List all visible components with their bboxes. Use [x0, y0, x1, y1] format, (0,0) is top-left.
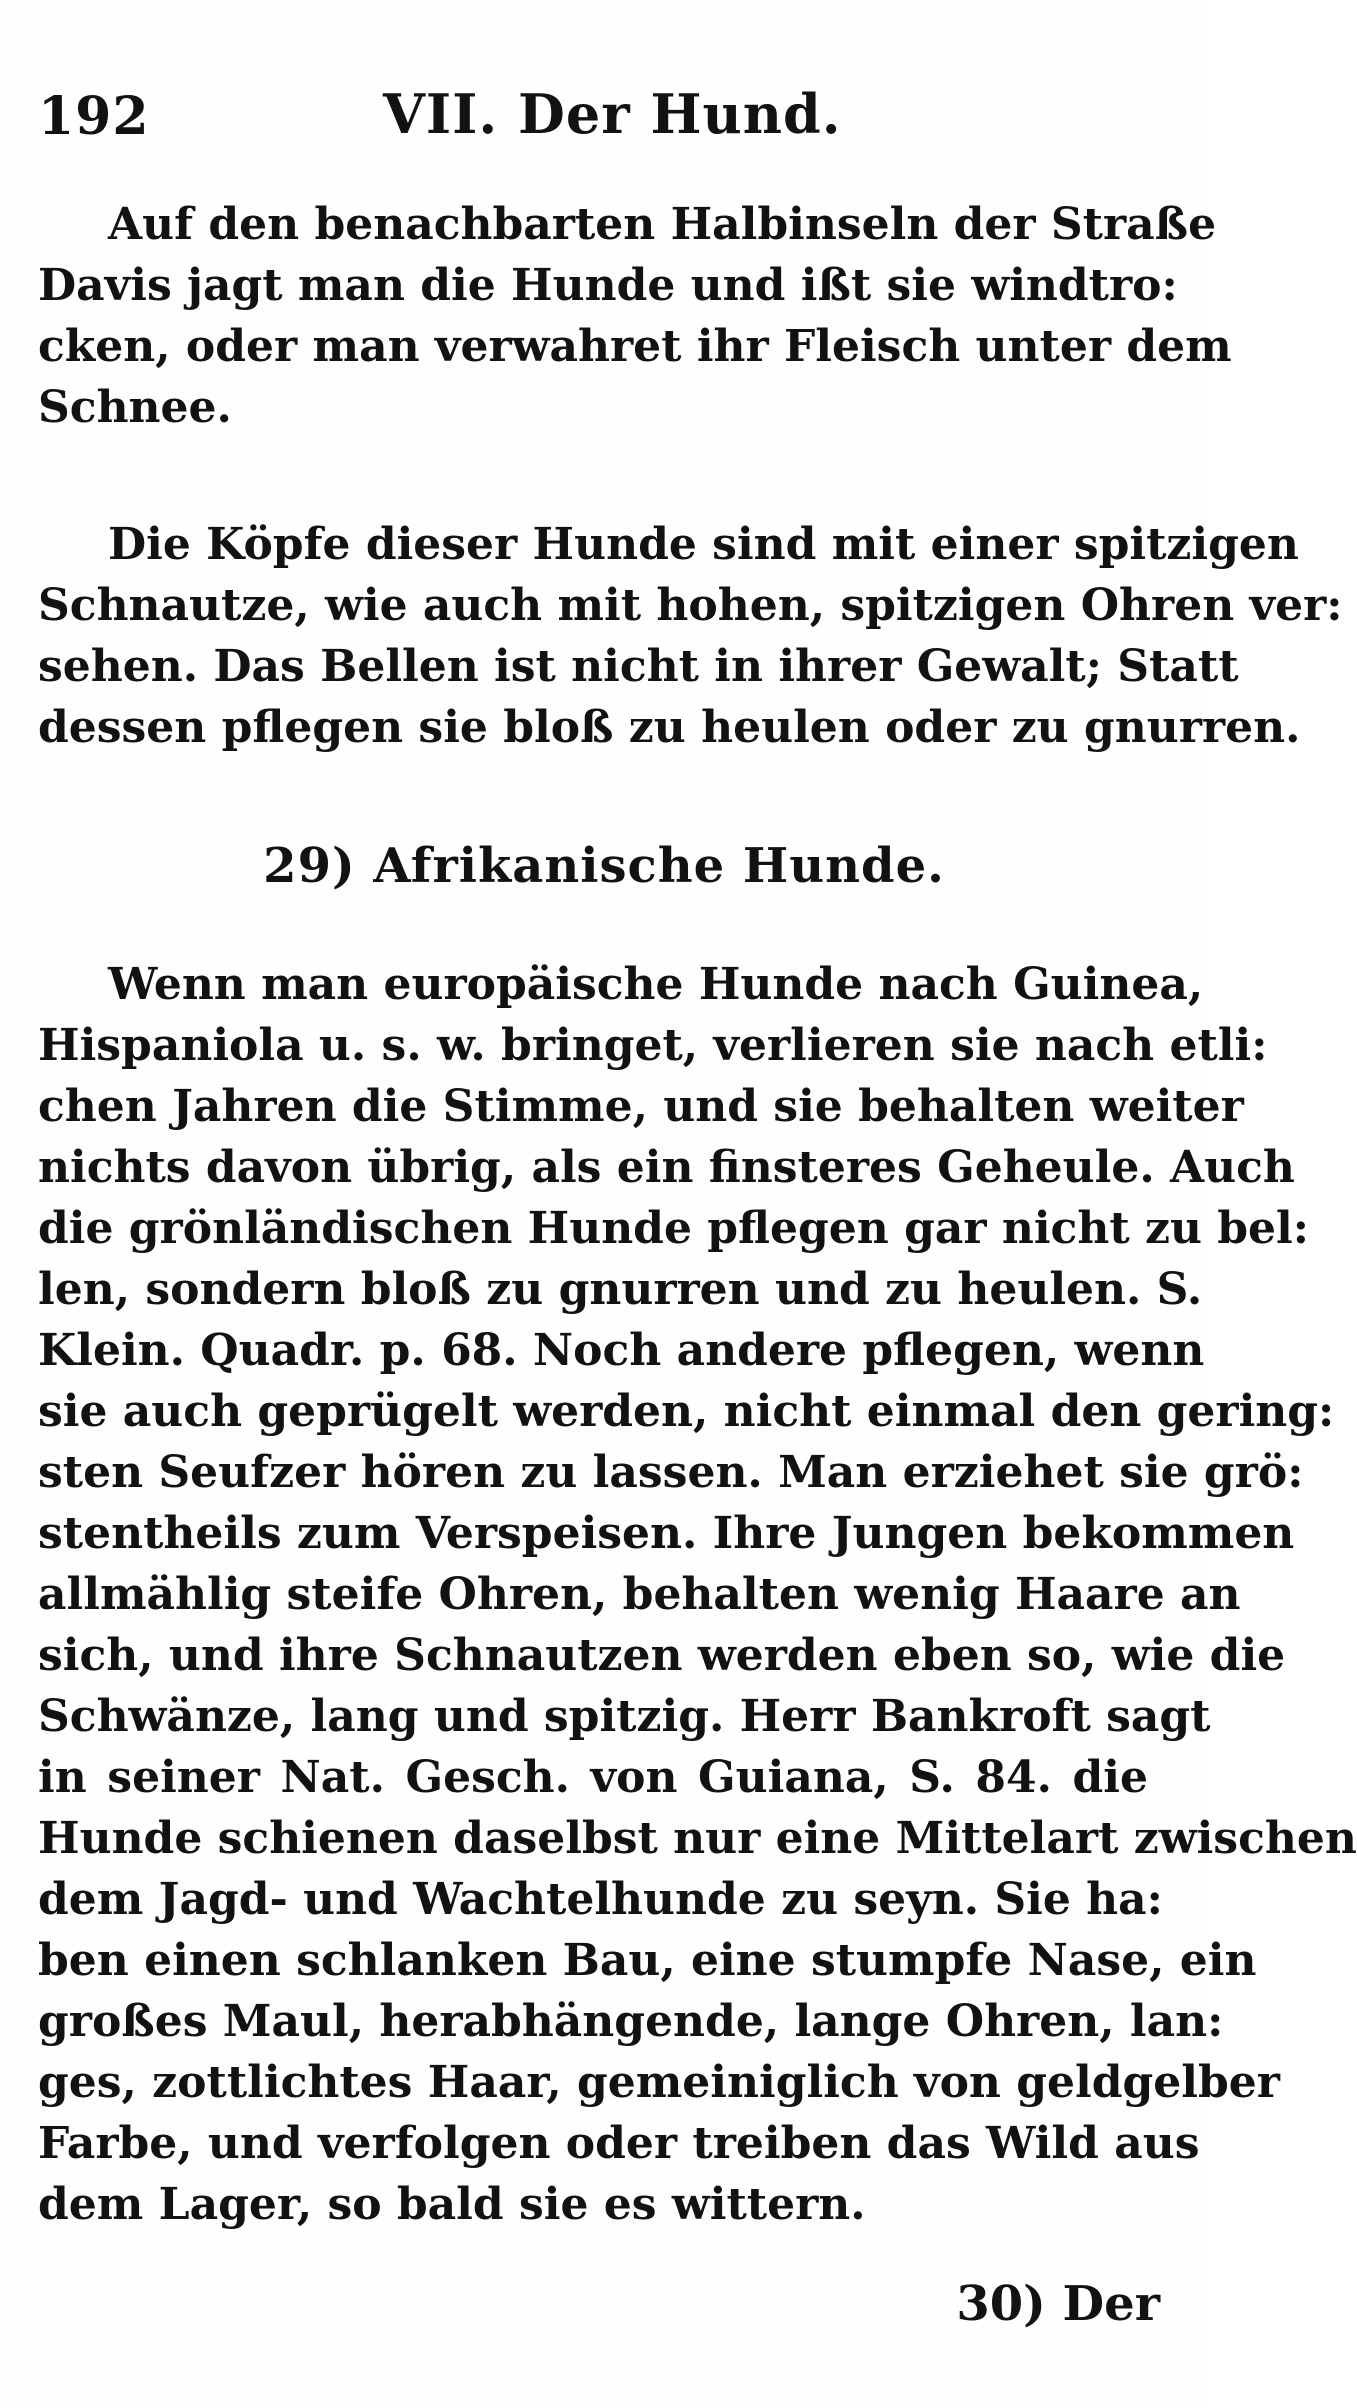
text-line: Klein. Quadr. p. 68. Noch andere pflegen, wenn [38, 1325, 1205, 1376]
text-line: Schnautze, wie auch mit hohen, spitzigen Ohren ver: [38, 580, 1343, 631]
text-line: großes Maul, herabhängende, lange Ohren, lan: [38, 1996, 1224, 2047]
page-number: 192 [38, 86, 150, 147]
text-line: Davis jagt man die Hunde und ißt sie windtro: [38, 260, 1178, 311]
text-line: in seiner Nat. Gesch. von Guiana, S. 84. die [38, 1752, 1148, 1803]
text-line: Hispaniola u. s. w. bringet, verlieren sie nach etli: [38, 1020, 1268, 1071]
text-line: dem Jagd- und Wachtelhunde zu seyn. Sie ha: [38, 1874, 1163, 1925]
text-line: die grönländischen Hunde pflegen gar nicht zu bel: [38, 1203, 1309, 1254]
text-line: sie auch geprügelt werden, nicht einmal den gering: [38, 1386, 1335, 1437]
text-line: dessen pflegen sie bloß zu heulen oder zu gnurren. [38, 702, 1301, 753]
paragraph-afrikanische-hunde [38, 954, 1357, 2235]
text-line: Hunde schienen daselbst nur eine Mittelart zwischen [38, 1813, 1357, 1864]
text-line: nichts davon übrig, als ein finsteres Geheule. Auch [38, 1142, 1295, 1193]
text-line: Auf den benachbarten Halbinseln der Straße [108, 199, 1217, 250]
text-line: Schnee. [38, 382, 232, 433]
text-line: cken, oder man verwahret ihr Fleisch unter dem [38, 321, 1232, 372]
text-line: Farbe, und verfolgen oder treiben das Wild aus [38, 2118, 1200, 2169]
paragraph-halbinseln [38, 194, 1232, 438]
page-header [38, 82, 1178, 162]
section-heading: 29) Afrikanische Hunde. [263, 838, 945, 894]
text-line: Wenn man europäische Hunde nach Guinea, [108, 959, 1204, 1010]
text-line: ben einen schlanken Bau, eine stumpfe Nase, ein [38, 1935, 1257, 1986]
text-line: stentheils zum Verspeisen. Ihre Jungen bekommen [38, 1508, 1295, 1559]
text-line: sten Seufzer hören zu lassen. Man erziehet sie grö: [38, 1447, 1304, 1498]
text-line: chen Jahren die Stimme, und sie behalten weiter [38, 1081, 1244, 1132]
text-line: sich, und ihre Schnautzen werden eben so, wie die [38, 1630, 1286, 1681]
catchword: 30) Der [956, 2276, 1160, 2332]
text-line: allmählig steife Ohren, behalten wenig Haare an [38, 1569, 1241, 1620]
running-head: VII. Der Hund. [383, 82, 842, 146]
text-line: dem Lager, so bald sie es wittern. [38, 2179, 866, 2230]
text-line: ges, zottlichtes Haar, gemeiniglich von geldgelber [38, 2057, 1280, 2108]
text-line: Schwänze, lang und spitzig. Herr Bankroft sagt [38, 1691, 1211, 1742]
paragraph-koepfe [38, 514, 1343, 758]
text-line: len, sondern bloß zu gnurren und zu heulen. S. [38, 1264, 1203, 1315]
text-line: sehen. Das Bellen ist nicht in ihrer Gewalt; Statt [38, 641, 1239, 692]
text-line: Die Köpfe dieser Hunde sind mit einer spitzigen [108, 519, 1299, 570]
